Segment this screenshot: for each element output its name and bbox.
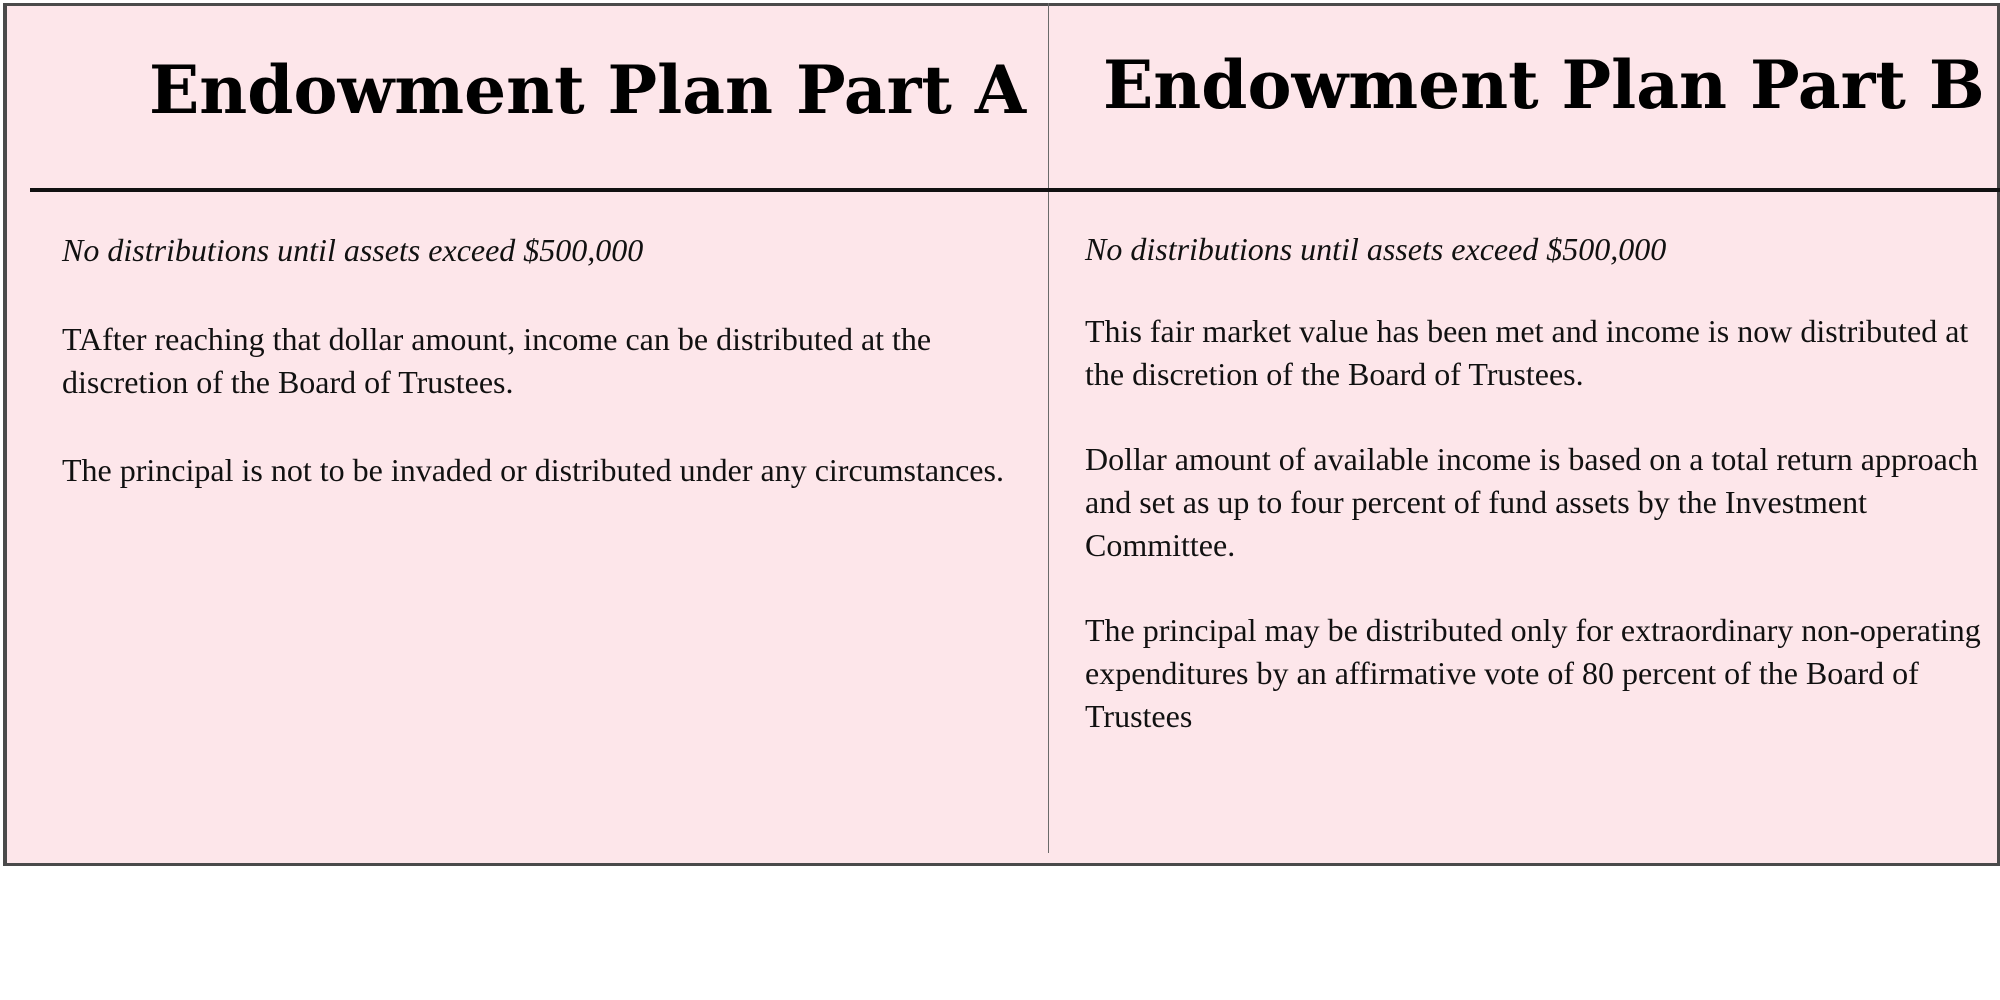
part-b-title: Endowment Plan Part B [1103,46,1985,124]
header-rule [30,188,2000,192]
part-a-paragraph: TAfter reaching that dollar amount, income can be distributed at the discretion of the Board of Trustees. [62,320,932,400]
part-a-title: Endowment Plan Part A [149,51,1027,129]
part-a-paragraph: The principal is not to be invaded or distributed under any circumstances. [62,451,1004,488]
part-a-column [62,230,1012,492]
part-b-column [1085,229,1985,738]
part-a-lead: No distributions until assets exceed $500,000 [62,232,644,268]
part-b-paragraph: The principal may be distributed only for extraordinary non-operating expenditures by an affirmative vote of 80 percent of the Board of Trustees [1085,611,1981,734]
part-b-lead: No distributions until assets exceed $500,000 [1085,231,1667,267]
column-divider [1048,3,1049,853]
part-b-paragraph: Dollar amount of available income is based on a total return approach and set as up to four percent of fund assets by the Investment Committee. [1085,440,1979,563]
part-b-paragraph: This fair market value has been met and income is now distributed at the discretion of the Board of Trustees. [1085,312,1969,392]
